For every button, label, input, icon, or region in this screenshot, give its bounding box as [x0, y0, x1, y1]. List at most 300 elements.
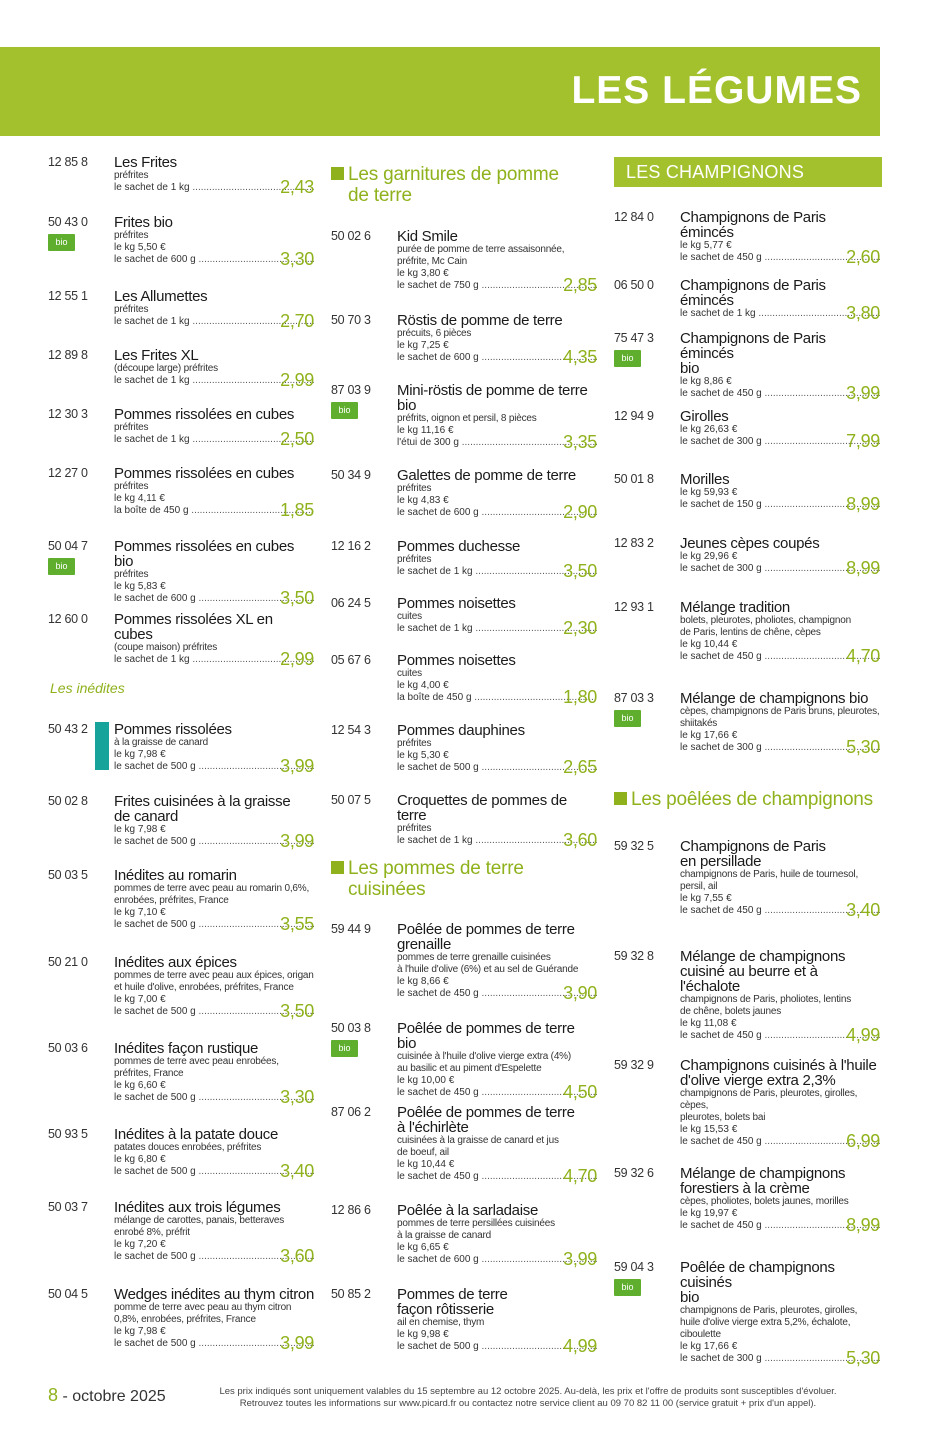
product-details	[680, 277, 880, 323]
product-name: Jeunes cèpes coupés	[680, 535, 820, 552]
product-description: préfrites	[397, 823, 432, 834]
product-name: Inédites aux épices	[114, 954, 237, 971]
package-size-text: le sachet de 500 g	[114, 836, 196, 847]
product-description: shiitakés	[680, 718, 718, 729]
product-description: cuisinée à l'huile d'olive vierge extra (4%)	[397, 1051, 571, 1062]
product-price: 2,43	[280, 177, 314, 197]
page-title: LES LÉGUMES	[571, 69, 862, 112]
product-code: 59 32 9	[614, 1058, 654, 1072]
package-size-text: le sachet de 500 g	[114, 1092, 196, 1103]
product-code: 50 03 8	[331, 1021, 371, 1035]
product-code: 50 21 0	[48, 955, 88, 969]
product-code: 87 06 2	[331, 1105, 371, 1119]
section-champignons-band: LES CHAMPIGNONS	[614, 157, 882, 187]
product-description: cèpes, pholiotes, bolets jaunes, morilles	[680, 1196, 849, 1207]
product-code: 50 03 5	[48, 868, 88, 882]
product-details	[114, 1126, 314, 1181]
package-size-text: le sachet de 450 g	[397, 1087, 479, 1098]
bio-leaf-icon: bio	[48, 234, 75, 251]
product-code: 12 83 2	[614, 536, 654, 550]
product-price: 2,99	[280, 370, 314, 390]
product-name: Les Allumettes	[114, 288, 208, 305]
product-code: 87 03 3	[614, 691, 654, 705]
product-description: cuites	[397, 611, 422, 622]
unit-price: le kg 8,66 €	[397, 976, 449, 987]
product-name: Poêlée de champignons cuisinés	[680, 1259, 835, 1291]
product-code: 12 93 1	[614, 600, 654, 614]
product-code: 50 70 3	[331, 313, 371, 327]
product-code: 50 04 5	[48, 1287, 88, 1301]
product-price: 3,35	[563, 432, 597, 452]
product-details	[680, 471, 880, 514]
product-code: 12 94 9	[614, 409, 654, 423]
bio-leaf-icon: bio	[331, 402, 358, 419]
product-code: 59 32 6	[614, 1166, 654, 1180]
product-name: Champignons de Paris émincés	[680, 330, 826, 362]
unit-price: le kg 5,30 €	[397, 750, 449, 761]
package-size-text: le sachet de 450 g	[680, 388, 762, 399]
product-code: 12 60 0	[48, 612, 88, 626]
package-size-text: le sachet de 300 g	[680, 436, 762, 447]
unit-price: le kg 6,80 €	[114, 1154, 166, 1165]
product-name: Frites cuisinées à la graisse	[114, 793, 291, 810]
unit-price: le kg 4,00 €	[397, 680, 449, 691]
package-size-text: la boîte de 450 g	[397, 692, 472, 703]
product-details	[114, 954, 314, 1021]
section-cuisinees-title: Les pommes de terre cuisinées	[331, 858, 524, 900]
product-price: 2,99	[280, 649, 314, 669]
package-size-text: le sachet de 1 kg	[114, 182, 190, 193]
product-code: 12 55 1	[48, 289, 88, 303]
product-details	[680, 330, 880, 403]
unit-price: le kg 7,00 €	[114, 994, 166, 1005]
package-size-text: le sachet de 500 g	[114, 1251, 196, 1262]
product-name: Croquettes de pommes de terre	[397, 792, 567, 824]
product-price: 4,99	[563, 1336, 597, 1356]
product-price: 2,90	[563, 502, 597, 522]
product-name: Poêlée à la sarladaise	[397, 1202, 538, 1219]
product-description: de boeuf, ail	[397, 1147, 449, 1158]
product-price: 3,99	[563, 1249, 597, 1269]
product-description: précuits, 6 pièces	[397, 328, 472, 339]
product-details	[114, 867, 314, 934]
product-description: préfrites	[114, 170, 149, 181]
package-size-text: le sachet de 300 g	[680, 1353, 762, 1364]
product-code: 50 07 5	[331, 793, 371, 807]
product-name: Pommes rissolées en cubes	[114, 465, 295, 482]
product-name: cuisiné au beurre et à l'échalote	[680, 963, 818, 995]
product-description: préfrites	[114, 481, 149, 492]
product-description: enrobées, préfrites, France	[114, 895, 229, 906]
product-price: 3,50	[563, 561, 597, 581]
product-details	[680, 599, 880, 666]
product-price: 5,30	[846, 1348, 880, 1368]
product-description: champignons de Paris, pholiotes, lentins	[680, 994, 851, 1005]
product-description: à l'huile d'olive (6%) et au sel de Guérande	[397, 964, 579, 975]
package-size-text: la boîte de 450 g	[114, 505, 189, 516]
product-name: Pommes dauphines	[397, 722, 525, 739]
package-size-text: le sachet de 1 kg	[680, 308, 756, 319]
unit-price: le kg 7,25 €	[397, 340, 449, 351]
unit-price: le kg 10,00 €	[397, 1075, 455, 1086]
product-name: Champignons de Paris émincés	[680, 277, 826, 309]
product-name: grenaille	[397, 936, 452, 953]
product-details	[397, 382, 597, 452]
product-price: 3,90	[563, 983, 597, 1003]
product-details	[397, 538, 597, 581]
package-size-text: le sachet de 450 g	[680, 1220, 762, 1231]
product-price: 2,60	[846, 247, 880, 267]
product-details	[397, 792, 597, 850]
unit-price: le kg 7,10 €	[114, 907, 166, 918]
product-name: Inédites façon rustique	[114, 1040, 259, 1057]
product-description: à la graisse de canard	[114, 737, 208, 748]
product-code: 50 03 6	[48, 1041, 88, 1055]
product-description: champignons de Paris, huile de tournesol,	[680, 869, 859, 880]
product-description: au basilic et au piment d'Espelette	[397, 1063, 542, 1074]
square-bullet-icon	[614, 792, 627, 805]
product-description: préfrites	[397, 738, 432, 749]
product-code: 12 54 3	[331, 723, 371, 737]
package-size-text: l'étui de 300 g	[397, 437, 459, 448]
product-description: champignons de Paris, pleurotes, girolles,	[680, 1305, 858, 1316]
unit-price: le kg 5,83 €	[114, 581, 166, 592]
product-name: Mélange de champignons	[680, 1165, 846, 1182]
product-details	[114, 611, 314, 669]
package-size-text: le sachet de 1 kg	[397, 835, 473, 846]
product-details	[680, 690, 880, 757]
product-price: 3,30	[280, 1087, 314, 1107]
unit-price: le kg 8,86 €	[680, 376, 732, 387]
product-code: 59 32 5	[614, 839, 654, 853]
product-details	[397, 1020, 597, 1102]
product-details	[680, 408, 880, 451]
product-description: patates douces enrobées, préfrites	[114, 1142, 262, 1153]
product-name: Mélange tradition	[680, 599, 790, 616]
product-code: 50 43 0	[48, 215, 88, 229]
product-price: 3,50	[280, 588, 314, 608]
product-details	[397, 1104, 597, 1186]
product-price: 3,99	[280, 756, 314, 776]
product-details	[114, 1199, 314, 1266]
header-band	[0, 47, 880, 136]
package-size-text: le sachet de 300 g	[680, 563, 762, 574]
product-description: préfrites	[114, 304, 149, 315]
product-code: 06 50 0	[614, 278, 654, 292]
product-price: 3,99	[846, 383, 880, 403]
unit-price: le kg 17,66 €	[680, 1341, 738, 1352]
product-description: préfrite, Mc Cain	[397, 256, 467, 267]
product-name: Frites bio	[114, 214, 173, 231]
product-details	[114, 465, 314, 520]
product-description: cuites	[397, 668, 422, 679]
package-size-text: le sachet de 1 kg	[114, 654, 190, 665]
package-size-text: le sachet de 1 kg	[397, 566, 473, 577]
unit-price: le kg 4,83 €	[397, 495, 449, 506]
product-description: préfrites, France	[114, 1068, 184, 1079]
unit-price: le kg 11,08 €	[680, 1018, 737, 1029]
product-details	[114, 288, 314, 331]
product-details	[397, 312, 597, 367]
product-details	[114, 347, 314, 390]
product-price: 3,40	[846, 900, 880, 920]
product-description: champignons de Paris, pleurotes, girolles, cèpes,	[680, 1088, 858, 1111]
product-details	[397, 652, 597, 707]
unit-price: le kg 7,98 €	[114, 749, 166, 760]
bio-leaf-icon: bio	[614, 350, 641, 367]
product-description: 0,8%, enrobées, préfrites, France	[114, 1314, 256, 1325]
package-size-text: le sachet de 500 g	[397, 1341, 479, 1352]
product-description: pommes de terre persillées cuisinées	[397, 1218, 555, 1229]
product-description: persil, ail	[680, 881, 718, 892]
product-price: 2,70	[280, 311, 314, 331]
package-size-text: le sachet de 1 kg	[397, 623, 473, 634]
product-description: enrobé 8%, préfrit	[114, 1227, 190, 1238]
product-description: préfrites	[397, 483, 432, 494]
product-details	[397, 228, 597, 295]
product-price: 3,99	[280, 1333, 314, 1353]
product-description: de Paris, lentins de chêne, cèpes	[680, 627, 821, 638]
product-details	[397, 722, 597, 777]
product-price: 2,65	[563, 757, 597, 777]
product-code: 12 85 8	[48, 155, 88, 169]
unit-price: le kg 11,16 €	[397, 425, 454, 436]
package-size-text: le sachet de 450 g	[680, 905, 762, 916]
product-code: 12 86 6	[331, 1203, 371, 1217]
product-name: Pommes rissolées	[114, 721, 232, 738]
unit-price: le kg 5,50 €	[114, 242, 166, 253]
square-bullet-icon	[331, 861, 344, 874]
product-name: Röstis de pomme de terre	[397, 312, 563, 329]
product-details	[397, 1286, 597, 1356]
unit-price: le kg 19,97 €	[680, 1208, 738, 1219]
product-name: Kid Smile	[397, 228, 458, 245]
product-description: à la graisse de canard	[397, 1230, 491, 1241]
product-price: 3,40	[280, 1161, 314, 1181]
section-inedites-label: Les inédites	[50, 680, 125, 696]
product-name: Les Frites	[114, 154, 177, 171]
product-name: Morilles	[680, 471, 730, 488]
product-price: 4,70	[563, 1166, 597, 1186]
product-price: 1,85	[280, 500, 314, 520]
product-name: Mini-röstis de pomme de terre	[397, 382, 588, 399]
product-description: (coupe maison) préfrites	[114, 642, 218, 653]
product-name: bio	[397, 397, 417, 414]
unit-price: le kg 7,98 €	[114, 824, 166, 835]
product-description: préfrites	[114, 422, 149, 433]
product-description: pommes de terre avec peau enrobées,	[114, 1056, 279, 1067]
product-details	[114, 721, 314, 776]
product-price: 2,30	[563, 618, 597, 638]
product-price: 2,85	[563, 275, 597, 295]
product-details	[114, 154, 314, 197]
product-price: 7,99	[846, 431, 880, 451]
product-details	[114, 1040, 314, 1107]
product-price: 8,99	[846, 494, 880, 514]
product-name: Mélange de champignons	[680, 948, 846, 965]
product-code: 12 27 0	[48, 466, 88, 480]
package-size-text: le sachet de 1 kg	[114, 375, 190, 386]
unit-price: le kg 6,60 €	[114, 1080, 166, 1091]
product-code: 50 93 5	[48, 1127, 88, 1141]
unit-price: le kg 17,66 €	[680, 730, 738, 741]
bio-leaf-icon: bio	[48, 558, 75, 575]
product-code: 12 30 3	[48, 407, 88, 421]
product-code: 06 24 5	[331, 596, 371, 610]
package-size-text: le sachet de 600 g	[397, 1254, 479, 1265]
unit-price: le kg 3,80 €	[397, 268, 449, 279]
product-details	[397, 921, 597, 1003]
product-details	[680, 838, 880, 920]
product-price: 1,80	[563, 687, 597, 707]
product-name: Inédites aux trois légumes	[114, 1199, 281, 1216]
product-code: 59 32 8	[614, 949, 654, 963]
new-product-marker	[95, 722, 109, 770]
product-code: 12 16 2	[331, 539, 371, 553]
product-code: 75 47 3	[614, 331, 654, 345]
unit-price: le kg 29,96 €	[680, 551, 738, 562]
product-price: 3,60	[280, 1246, 314, 1266]
product-description: (découpe large) préfrites	[114, 363, 218, 374]
product-description: cuisinées à la graisse de canard et jus	[397, 1135, 559, 1146]
product-description: bolets, pleurotes, pholiotes, champignon	[680, 615, 852, 626]
product-code: 12 84 0	[614, 210, 654, 224]
package-size-text: le sachet de 150 g	[680, 499, 762, 510]
product-price: 3,80	[846, 303, 880, 323]
package-size-text: le sachet de 500 g	[114, 1166, 196, 1177]
product-name: Wedges inédites au thym citron	[114, 1286, 314, 1303]
product-name: Pommes noisettes	[397, 652, 516, 669]
product-details	[680, 948, 880, 1045]
product-description: pommes de terre avec peau au romarin 0,6%,	[114, 883, 310, 894]
product-name: Champignons cuisinés à l'huile	[680, 1057, 877, 1074]
product-details	[397, 595, 597, 638]
product-details	[397, 1202, 597, 1269]
product-code: 50 34 9	[331, 468, 371, 482]
product-description: pommes de terre avec peau aux épices, origan	[114, 970, 314, 981]
product-code: 87 03 9	[331, 383, 371, 397]
unit-price: le kg 59,93 €	[680, 487, 738, 498]
product-name: forestiers à la crème	[680, 1180, 810, 1197]
product-name: Galettes de pomme de terre	[397, 467, 576, 484]
product-details	[114, 793, 314, 851]
package-size-text: le sachet de 500 g	[114, 1006, 196, 1017]
product-code: 50 02 8	[48, 794, 88, 808]
product-description: préfrits, oignon et persil, 8 pièces	[397, 413, 537, 424]
product-name: Inédites à la patate douce	[114, 1126, 278, 1143]
product-name: façon rôtisserie	[397, 1301, 494, 1318]
product-description: ciboulette	[680, 1329, 721, 1340]
package-size-text: le sachet de 1 kg	[114, 316, 190, 327]
product-name: Pommes rissolées en cubes bio	[114, 538, 295, 570]
unit-price: le kg 7,20 €	[114, 1239, 166, 1250]
product-name: bio	[680, 360, 700, 377]
package-size-text: le sachet de 600 g	[114, 593, 196, 604]
product-price: 6,99	[846, 1131, 880, 1151]
section-poelees-title: Les poêlées de champignons	[614, 789, 873, 810]
footer-page-number: 8 - octobre 2025	[48, 1385, 166, 1405]
product-details	[680, 1165, 880, 1235]
square-bullet-icon	[331, 167, 344, 180]
product-name: Mélange de champignons bio	[680, 690, 869, 707]
product-description: huile d'olive vierge extra 5,2%, échalote,	[680, 1317, 851, 1328]
product-description: pleurotes, bolets bai	[680, 1112, 766, 1123]
product-name: Poêlée de pommes de terre	[397, 1104, 575, 1121]
product-price: 4,70	[846, 646, 880, 666]
product-description: mélange de carottes, panais, betteraves	[114, 1215, 285, 1226]
product-name: Champignons de Paris	[680, 838, 826, 855]
unit-price: le kg 4,11 €	[114, 493, 165, 504]
product-name: Poêlée de pommes de terre bio	[397, 1020, 575, 1052]
package-size-text: le sachet de 300 g	[680, 742, 762, 753]
product-code: 50 02 6	[331, 229, 371, 243]
package-size-text: le sachet de 500 g	[397, 762, 479, 773]
unit-price: le kg 26,63 €	[680, 424, 738, 435]
product-description: préfrites	[397, 554, 432, 565]
product-price: 2,50	[280, 429, 314, 449]
package-size-text: le sachet de 500 g	[114, 1338, 196, 1349]
product-name: Les Frites XL	[114, 347, 199, 364]
product-description: purée de pomme de terre assaisonnée,	[397, 244, 565, 255]
unit-price: le kg 5,77 €	[680, 240, 732, 251]
unit-price: le kg 7,98 €	[114, 1326, 166, 1337]
product-name: d'olive vierge extra 2,3%	[680, 1072, 836, 1089]
package-size-text: le sachet de 600 g	[397, 507, 479, 518]
product-description: de chêne, bolets jaunes	[680, 1006, 782, 1017]
bio-leaf-icon: bio	[614, 710, 641, 727]
product-name: Pommes de terre	[397, 1286, 508, 1303]
product-code: 05 67 6	[331, 653, 371, 667]
unit-price: le kg 10,44 €	[397, 1159, 455, 1170]
package-size-text: le sachet de 500 g	[114, 919, 196, 930]
product-code: 50 43 2	[48, 722, 88, 736]
bio-leaf-icon: bio	[331, 1040, 358, 1057]
product-price: 8,99	[846, 1215, 880, 1235]
product-price: 8,99	[846, 558, 880, 578]
product-name: Poêlée de pommes de terre	[397, 921, 575, 938]
product-name: bio	[680, 1289, 700, 1306]
package-size-text: le sachet de 450 g	[397, 988, 479, 999]
product-details	[680, 209, 880, 267]
footer-legal-note: Les prix indiqués sont uniquement valables du 15 septembre au 12 octobre 2025. Au-delà, les prix et l'offre de produits sont susceptibles d'évoluer. Retrouvez toutes les informations sur www.picard.fr ou contactez notre service client au 09 70 82 11 00 (service gratuit + prix d'un appel).	[219, 1386, 837, 1409]
product-name: Girolles	[680, 408, 729, 425]
unit-price: le kg 6,65 €	[397, 1242, 449, 1253]
unit-price: le kg 15,53 €	[680, 1124, 738, 1135]
section-garnitures-title: Les garnitures de pomme de terre	[331, 164, 559, 206]
unit-price: le kg 9,98 €	[397, 1329, 449, 1340]
package-size-text: le sachet de 450 g	[680, 1030, 762, 1041]
product-price: 3,60	[563, 830, 597, 850]
package-size-text: le sachet de 450 g	[397, 1171, 479, 1182]
product-details	[680, 1259, 880, 1368]
product-details	[680, 535, 880, 578]
product-details	[397, 467, 597, 522]
product-price: 5,30	[846, 737, 880, 757]
package-size-text: le sachet de 600 g	[397, 352, 479, 363]
product-name: Pommes rissolées XL en cubes	[114, 611, 273, 643]
product-price: 3,99	[280, 831, 314, 851]
package-size-text: le sachet de 600 g	[114, 254, 196, 265]
product-name: Pommes duchesse	[397, 538, 521, 555]
product-price: 3,55	[280, 914, 314, 934]
product-description: préfrites	[114, 230, 149, 241]
product-description: ail en chemise, thym	[397, 1317, 485, 1328]
product-name: Inédites au romarin	[114, 867, 237, 884]
product-details	[680, 1057, 880, 1151]
product-code: 50 01 8	[614, 472, 654, 486]
package-size-text: le sachet de 1 kg	[114, 434, 190, 445]
product-code: 50 03 7	[48, 1200, 88, 1214]
